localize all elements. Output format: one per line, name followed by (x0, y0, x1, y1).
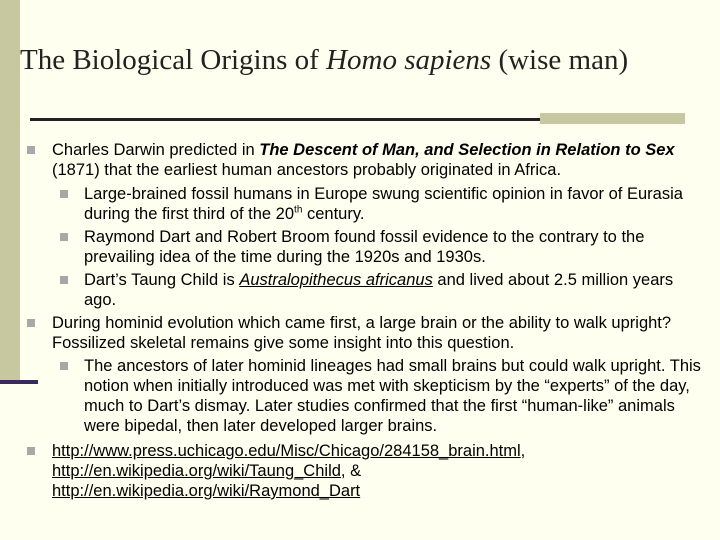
bullet-darwin: Charles Darwin predicted in The Descent of Man, and Selection in Relation to Sex (1871) that the earliest human ancestors probably originated in Africa. (52, 141, 675, 179)
link-wiki-raymond-dart[interactable]: http://en.wikipedia.org/wiki/Raymond_Dart (52, 482, 361, 500)
sub-bullet-dart-broom: Raymond Dart and Robert Broom found fossil evidence to the contrary to the prevailing idea of the time during the 1920s and 1930s. (84, 228, 645, 266)
bullet-marker (27, 447, 35, 455)
sub-bullet-marker (60, 190, 68, 198)
link-wiki-taung-child[interactable]: http://en.wikipedia.org/wiki/Taung_Child (52, 462, 341, 480)
bullet-marker (27, 146, 35, 154)
bullet-marker (27, 319, 35, 327)
slide-title: The Biological Origins of Homo sapiens (wise man) (20, 44, 629, 76)
link-uchicago-brain[interactable]: http://www.press.uchicago.edu/Misc/Chicago/284158_brain.html (52, 442, 521, 460)
bullet-links: http://www.press.uchicago.edu/Misc/Chicago/284158_brain.html, http://en.wikipedia.org/wiki/Taung_Child, & http://en.wikipedia.org/wiki/Raymond_Dart (52, 442, 526, 500)
sub-bullet-marker (60, 362, 68, 370)
bullet-brain-or-walk: During hominid evolution which came first, a large brain or the ability to walk upright? Fossilized skeletal remains give some insight into this question. (52, 314, 672, 352)
sub-bullet-eurasia: Large-brained fossil humans in Europe swung scientific opinion in favor of Eurasia during the first third of the 20th century. (84, 185, 683, 223)
species-name: Australopithecus africanus (239, 271, 433, 289)
sub-bullet-bipedal: The ancestors of later hominid lineages had small brains but could walk upright. This notion when initially introduced was met with skepticism by the “experts” of the day, much to Dart’s dismay. Later studies confirmed that the first “human-like” animals were bipedal, then later developed larger brains. (84, 357, 701, 435)
sub-bullet-taung-child: Dart’s Taung Child is Australopithecus africanus and lived about 2.5 million years ago. (84, 271, 674, 309)
sub-bullet-marker (60, 233, 68, 241)
sub-bullet-marker (60, 276, 68, 284)
